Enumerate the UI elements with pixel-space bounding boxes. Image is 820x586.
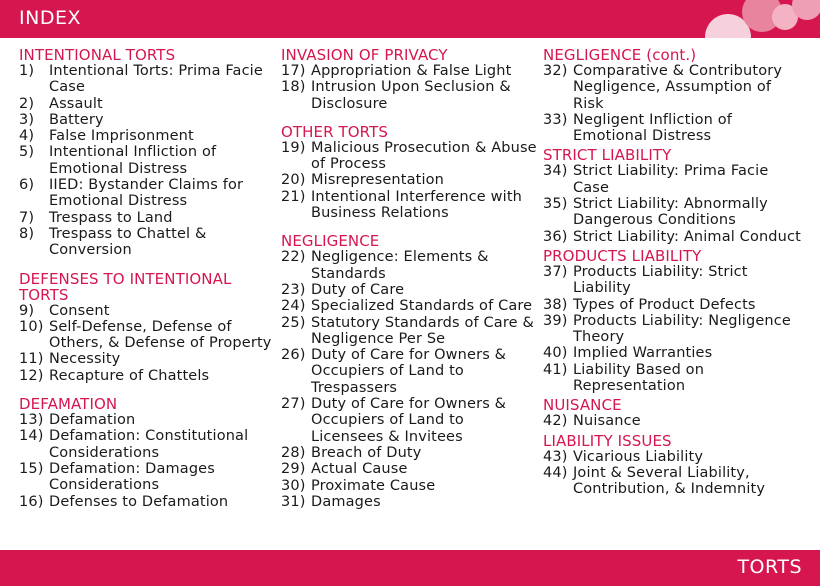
index-entry	[19, 461, 277, 494]
entry-title: Battery	[49, 111, 104, 128]
entry-number: 37)	[543, 263, 568, 280]
entry-number: 7)	[19, 209, 35, 226]
entry-title: Strict Liability: Abnormally Dangerous Conditions	[573, 196, 768, 229]
index-entry	[281, 445, 539, 461]
entry-number: 20)	[281, 172, 306, 189]
index-section	[543, 433, 805, 498]
entry-title: Implied Warranties	[573, 345, 713, 362]
entry-title: Liability Based on Representation	[573, 361, 705, 395]
index-section	[281, 47, 539, 112]
index-section	[19, 396, 277, 510]
entry-number: 9)	[19, 302, 35, 319]
index-entry	[19, 368, 277, 384]
entry-title: Vicarious Liability	[573, 448, 704, 465]
index-section	[19, 47, 277, 259]
entry-number: 17)	[281, 63, 306, 79]
index-entry	[19, 428, 277, 461]
page-title: INDEX	[19, 7, 81, 29]
entry-title: Recapture of Chattels	[49, 367, 210, 384]
entry-number: 21)	[281, 188, 306, 205]
entry-list	[543, 63, 805, 144]
entry-number: 27)	[281, 396, 306, 413]
entry-number: 14)	[19, 428, 44, 445]
index-entry	[281, 63, 539, 79]
entry-title: Intentional Infliction of Emotional Distress	[49, 144, 217, 177]
entry-number: 44)	[543, 464, 568, 481]
entry-number: 35)	[543, 196, 568, 213]
index-entry	[281, 347, 539, 396]
entry-title: Defenses to Defamation	[49, 493, 229, 510]
index-column-1	[19, 47, 277, 522]
entry-list	[19, 63, 277, 259]
entry-title: Actual Cause	[311, 461, 408, 478]
entry-title: Consent	[49, 302, 110, 319]
footer-bar	[0, 550, 820, 586]
entry-number: 32)	[543, 63, 568, 79]
entry-number: 16)	[19, 493, 44, 510]
entry-list	[281, 249, 539, 510]
section-heading: DEFAMATION	[19, 395, 118, 414]
entry-number: 31)	[281, 493, 306, 510]
section-heading: INVASION OF PRIVACY	[281, 46, 448, 64]
entry-number: 22)	[281, 249, 306, 266]
index-entry	[281, 478, 539, 494]
entry-number: 19)	[281, 139, 306, 156]
entry-number: 30)	[281, 477, 306, 494]
index-entry	[281, 396, 539, 445]
entry-number: 42)	[543, 413, 568, 430]
section-heading: OTHER TORTS	[281, 122, 389, 141]
entry-title: Intentional Torts: Prima Facie Case	[49, 63, 263, 96]
index-entry	[543, 413, 805, 429]
entry-number: 4)	[19, 128, 35, 145]
index-entry	[19, 63, 277, 96]
entry-number: 38)	[543, 296, 568, 313]
entry-number: 33)	[543, 111, 568, 128]
index-entry	[543, 163, 805, 196]
index-section	[281, 233, 539, 510]
footer-title: TORTS	[737, 556, 802, 578]
entry-number: 36)	[543, 228, 568, 245]
entry-title: Products Liability: Negligence Theory	[573, 312, 791, 346]
entry-title: Trespass to Land	[49, 209, 173, 226]
entry-number: 41)	[543, 361, 568, 378]
entry-title: Trespass to Chattel & Conversion	[49, 225, 207, 259]
entry-title: Assault	[49, 95, 103, 112]
index-entry	[543, 112, 805, 145]
entry-number: 24)	[281, 298, 306, 315]
entry-list	[19, 303, 277, 384]
entry-number: 12)	[19, 367, 44, 384]
header-bar	[0, 0, 820, 38]
index-entry	[19, 303, 277, 319]
index-entry	[281, 172, 539, 188]
entry-title: Types of Product Defects	[573, 296, 756, 313]
entry-title: Intrusion Upon Seclusion & Disclosure	[311, 79, 511, 112]
entry-number: 6)	[19, 177, 35, 194]
index-entry	[543, 449, 805, 465]
index-entry	[281, 249, 539, 282]
entry-list	[543, 413, 805, 429]
entry-title: IIED: Bystander Claims for Emotional Distress	[49, 177, 244, 210]
entry-number: 39)	[543, 312, 568, 329]
section-heading: DEFENSES TO INTENTIONAL TORTS	[19, 269, 232, 304]
entry-list	[281, 63, 539, 112]
index-entry	[19, 96, 277, 112]
entry-title: Malicious Prosecution & Abuse of Process	[311, 139, 537, 173]
entry-title: Nuisance	[573, 413, 641, 430]
section-heading: PRODUCTS LIABILITY	[543, 246, 702, 265]
index-entry	[19, 494, 277, 510]
index-entry	[19, 351, 277, 367]
entry-number: 40)	[543, 345, 568, 362]
entry-number: 26)	[281, 347, 306, 364]
index-section	[543, 47, 805, 144]
entry-title: Necessity	[49, 351, 121, 368]
index-entry	[543, 465, 805, 498]
index-entry	[19, 412, 277, 428]
entry-title: Strict Liability: Animal Conduct	[573, 228, 801, 245]
entry-title: Defamation: Damages Considerations	[49, 460, 215, 494]
index-entry	[543, 264, 805, 297]
index-entry	[543, 313, 805, 346]
entry-title: Breach of Duty	[311, 444, 422, 461]
entry-number: 10)	[19, 318, 44, 335]
entry-title: Misrepresentation	[311, 172, 444, 189]
entry-number: 34)	[543, 163, 568, 180]
entry-title: Defamation	[49, 412, 136, 429]
entry-title: Duty of Care	[311, 281, 405, 298]
entry-number: 1)	[19, 63, 35, 79]
index-section	[543, 147, 805, 244]
entry-title: Statutory Standards of Care & Negligence Per Se	[311, 314, 534, 347]
entry-number: 29)	[281, 461, 306, 478]
index-entry	[19, 319, 277, 352]
index-entry	[281, 494, 539, 510]
section-heading: NEGLIGENCE (cont.)	[543, 46, 697, 64]
entry-title: Negligence: Elements & Standards	[311, 249, 489, 282]
index-entry	[281, 189, 539, 222]
entry-number: 15)	[19, 460, 44, 477]
entry-list	[543, 264, 805, 394]
entry-title: Defamation: Constitutional Considerations	[49, 428, 249, 461]
index-entry	[543, 229, 805, 245]
entry-title: Duty of Care for Owners & Occupiers of Land to Licensees & Invitees	[311, 396, 507, 445]
entry-number: 2)	[19, 95, 35, 112]
index-section	[281, 124, 539, 221]
index-entry	[543, 362, 805, 395]
entry-number: 23)	[281, 281, 306, 298]
index-entry	[543, 345, 805, 361]
entry-list	[543, 163, 805, 244]
index-entry	[543, 63, 805, 112]
entry-list	[543, 449, 805, 498]
index-entry	[281, 315, 539, 348]
index-entry	[19, 210, 277, 226]
entry-title: Intentional Interference with Business Relations	[311, 188, 522, 222]
index-column-3	[543, 47, 805, 501]
section-heading: NEGLIGENCE	[281, 232, 380, 251]
entry-number: 18)	[281, 79, 306, 96]
index-section	[19, 271, 277, 384]
index-section	[543, 248, 805, 394]
index-entry	[543, 297, 805, 313]
entry-title: Products Liability: Strict Liability	[573, 263, 748, 297]
section-heading: NUISANCE	[543, 396, 622, 415]
entry-title: Duty of Care for Owners & Occupiers of Land to Trespassers	[311, 347, 507, 396]
index-entry	[19, 177, 277, 210]
entry-number: 28)	[281, 444, 306, 461]
index-entry	[281, 282, 539, 298]
entry-number: 5)	[19, 144, 35, 161]
entry-title: Strict Liability: Prima Facie Case	[573, 163, 769, 196]
index-entry	[19, 144, 277, 177]
entry-title: Proximate Cause	[311, 477, 436, 494]
entry-title: Specialized Standards of Care	[311, 298, 533, 315]
section-heading: STRICT LIABILITY	[543, 146, 672, 165]
entry-title: Damages	[311, 493, 381, 510]
index-entry	[281, 79, 539, 112]
entry-number: 25)	[281, 314, 306, 331]
entry-number: 11)	[19, 351, 44, 368]
index-entry	[281, 140, 539, 173]
entry-title: False Imprisonment	[49, 128, 194, 145]
entry-title: Appropriation & False Light	[311, 63, 512, 79]
section-heading: INTENTIONAL TORTS	[19, 46, 176, 64]
index-entry	[19, 128, 277, 144]
section-heading: LIABILITY ISSUES	[543, 431, 672, 450]
entry-title: Comparative & Contributory Negligence, Assumption of Risk	[573, 63, 783, 112]
index-section	[543, 397, 805, 429]
entry-list	[281, 140, 539, 221]
index-entry	[281, 461, 539, 477]
index-entry	[19, 226, 277, 259]
entry-number: 3)	[19, 111, 35, 128]
entry-number: 8)	[19, 225, 35, 242]
index-column-2	[281, 47, 539, 522]
index-entry	[543, 196, 805, 229]
index-entry	[19, 112, 277, 128]
entry-title: Self-Defense, Defense of Others, & Defense of Property	[49, 318, 272, 352]
index-entry	[281, 298, 539, 314]
entry-number: 13)	[19, 412, 44, 429]
entry-list	[19, 412, 277, 510]
entry-number: 43)	[543, 448, 568, 465]
entry-title: Negligent Infliction of Emotional Distress	[573, 111, 733, 145]
entry-title: Joint & Several Liability, Contribution, & Indemnity	[573, 464, 766, 498]
